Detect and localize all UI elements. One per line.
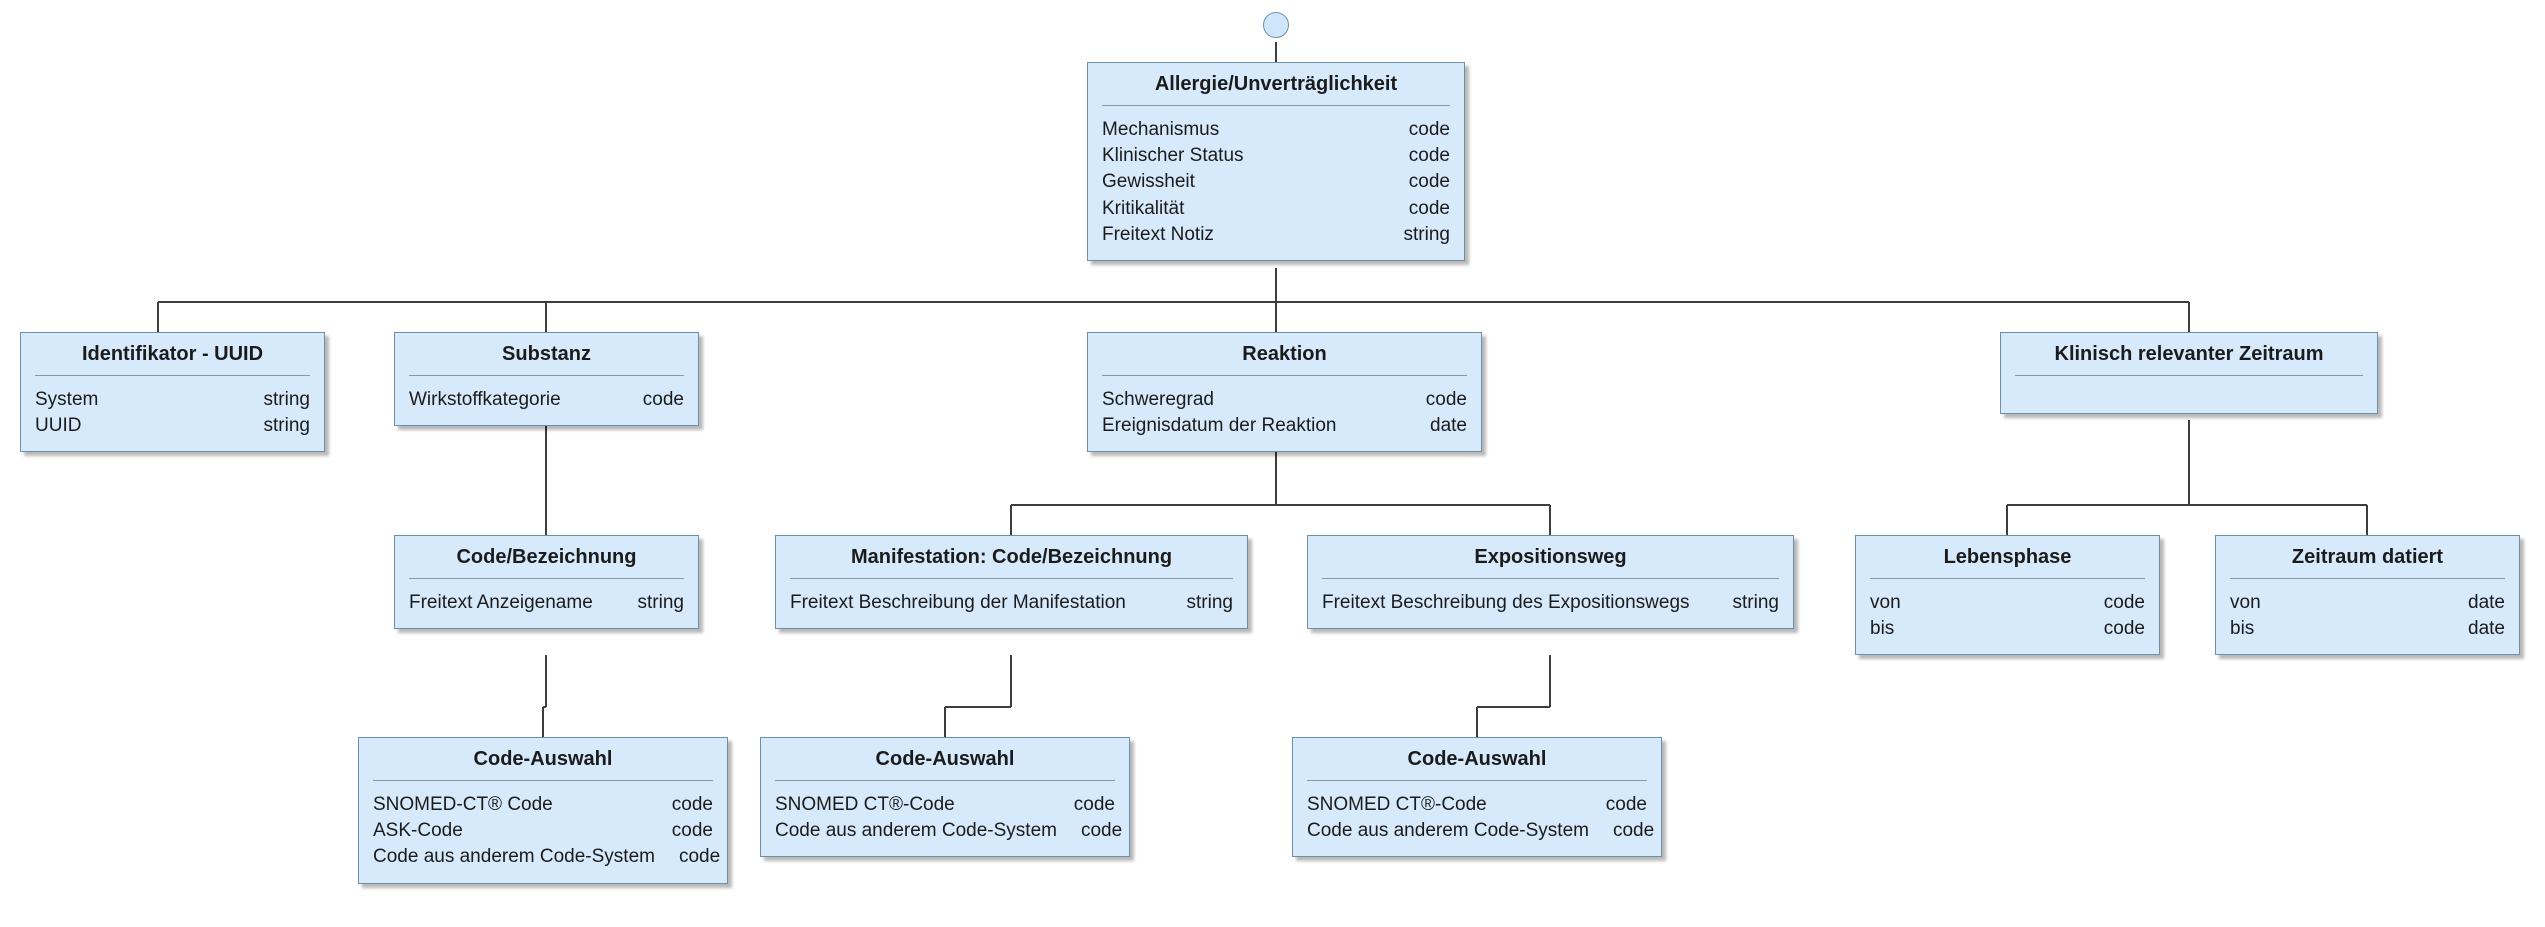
attribute-type: string	[1732, 592, 1779, 613]
attribute-name: Freitext Anzeigename	[409, 592, 593, 613]
attribute-name: System	[35, 389, 99, 410]
attribute-row	[35, 387, 310, 413]
node-lebensphase[interactable]	[1855, 535, 2160, 655]
root-start-node	[1263, 12, 1289, 38]
attribute-row	[373, 818, 713, 844]
attribute-row	[1102, 196, 1450, 222]
attribute-row	[409, 590, 684, 616]
node-attributes	[1856, 579, 2159, 654]
attribute-name: von	[2230, 592, 2261, 613]
node-code-bezeichnung[interactable]	[394, 535, 699, 629]
node-attributes	[761, 781, 1129, 856]
node-attributes	[359, 781, 727, 883]
node-title: Klinisch relevanter Zeitraum	[2054, 343, 2324, 365]
node-manifestation[interactable]	[775, 535, 1248, 629]
attribute-name: Code aus anderem Code-System	[373, 846, 655, 868]
attribute-row	[1307, 818, 1655, 844]
attribute-type: string	[263, 389, 310, 410]
node-allergie[interactable]	[1087, 62, 1465, 261]
attribute-name: bis	[1870, 618, 1895, 640]
node-title: Lebensphase	[1943, 546, 2072, 568]
node-klinisch-relevanter-zeitraum[interactable]	[2000, 332, 2378, 414]
node-code-auswahl-expositionsweg[interactable]	[1292, 737, 1662, 857]
attribute-row	[1102, 169, 1450, 195]
attribute-type: date	[2468, 618, 2505, 640]
attribute-row	[775, 792, 1115, 818]
attribute-row	[1322, 590, 1779, 616]
node-title: Code-Auswahl	[1407, 748, 1547, 770]
node-zeitraum-datiert[interactable]	[2215, 535, 2520, 655]
attribute-row	[2230, 590, 2505, 616]
attribute-name: Code aus anderem Code-System	[775, 820, 1057, 842]
attribute-row	[1870, 590, 2145, 616]
node-reaktion[interactable]	[1087, 332, 1482, 452]
attribute-type: code	[1612, 820, 1655, 842]
node-attributes	[776, 579, 1247, 628]
attribute-type: code	[1408, 145, 1450, 167]
attribute-row	[35, 413, 310, 439]
attribute-name: ASK-Code	[373, 820, 463, 842]
attribute-name: Freitext Beschreibung des Expositionswegs	[1322, 592, 1690, 613]
node-attributes	[1088, 106, 1464, 260]
node-attributes	[395, 376, 698, 425]
attribute-name: Klinischer Status	[1102, 145, 1244, 167]
attribute-type: code	[678, 846, 721, 868]
attribute-type: string	[263, 415, 310, 437]
attribute-row	[775, 818, 1123, 844]
attribute-row	[373, 792, 713, 818]
attribute-name: SNOMED CT®-Code	[775, 794, 955, 815]
attribute-type: code	[2103, 618, 2145, 640]
node-substanz[interactable]	[394, 332, 699, 426]
attribute-type: code	[1408, 119, 1450, 140]
node-identifikator-uuid[interactable]	[20, 332, 325, 452]
attribute-type: code	[1073, 794, 1115, 815]
node-attributes	[395, 579, 698, 628]
node-attributes	[2216, 579, 2519, 654]
attribute-type: string	[1186, 592, 1233, 613]
attribute-name: Code aus anderem Code-System	[1307, 820, 1589, 842]
attribute-name: Schweregrad	[1102, 389, 1214, 410]
attribute-type: code	[1425, 389, 1467, 410]
attribute-row	[409, 387, 684, 413]
node-title: Allergie/Unverträglichkeit	[1154, 73, 1398, 95]
node-attributes	[1293, 781, 1661, 856]
node-title: Expositionsweg	[1474, 546, 1627, 568]
attribute-row	[1102, 117, 1450, 143]
node-code-auswahl-substanz[interactable]	[358, 737, 728, 884]
node-expositionsweg[interactable]	[1307, 535, 1794, 629]
attribute-row	[373, 844, 721, 870]
node-title: Zeitraum datiert	[2291, 546, 2444, 568]
attribute-type: string	[637, 592, 684, 613]
node-title: Code-Auswahl	[875, 748, 1015, 770]
attribute-type: date	[1430, 415, 1467, 437]
node-title: Reaktion	[1242, 343, 1327, 365]
node-attributes	[2001, 376, 2377, 413]
attribute-type: code	[1408, 197, 1450, 219]
attribute-row	[1102, 222, 1450, 248]
attribute-type: date	[2468, 592, 2505, 613]
attribute-row	[2230, 616, 2505, 642]
attribute-name: von	[1870, 592, 1901, 613]
attribute-name: Kritikalität	[1102, 197, 1185, 219]
attribute-name: UUID	[35, 415, 82, 437]
attribute-type: code	[1605, 794, 1647, 815]
attribute-type: string	[1403, 223, 1450, 245]
attribute-type: code	[2103, 592, 2145, 613]
node-title: Code/Bezeichnung	[456, 546, 637, 568]
attribute-type: code	[642, 389, 684, 410]
attribute-name: bis	[2230, 618, 2255, 640]
attribute-type: code	[671, 794, 713, 815]
attribute-type: code	[1080, 820, 1123, 842]
attribute-row	[790, 590, 1233, 616]
node-attributes	[1308, 579, 1793, 628]
attribute-row	[1307, 792, 1647, 818]
attribute-row	[1102, 387, 1467, 413]
node-title: Manifestation: Code/Bezeichnung	[850, 546, 1173, 568]
node-title: Substanz	[502, 343, 591, 365]
attribute-name: Ereignisdatum der Reaktion	[1102, 415, 1337, 437]
attribute-name: Wirkstoffkategorie	[409, 389, 561, 410]
attribute-row	[1102, 143, 1450, 169]
node-code-auswahl-manifestation[interactable]	[760, 737, 1130, 857]
attribute-row	[1870, 616, 2145, 642]
attribute-row	[1102, 413, 1467, 439]
node-attributes	[1088, 376, 1481, 451]
attribute-name: SNOMED CT®-Code	[1307, 794, 1487, 815]
node-attributes	[21, 376, 324, 451]
attribute-type: code	[1408, 171, 1450, 193]
attribute-name: SNOMED-CT® Code	[373, 794, 553, 815]
node-title: Identifikator - UUID	[81, 343, 264, 365]
node-title: Code-Auswahl	[473, 748, 613, 770]
attribute-name: Gewissheit	[1102, 171, 1195, 193]
attribute-name: Freitext Notiz	[1102, 223, 1214, 245]
attribute-name: Freitext Beschreibung der Manifestation	[790, 592, 1126, 613]
attribute-type: code	[671, 820, 713, 842]
attribute-name: Mechanismus	[1102, 119, 1220, 140]
